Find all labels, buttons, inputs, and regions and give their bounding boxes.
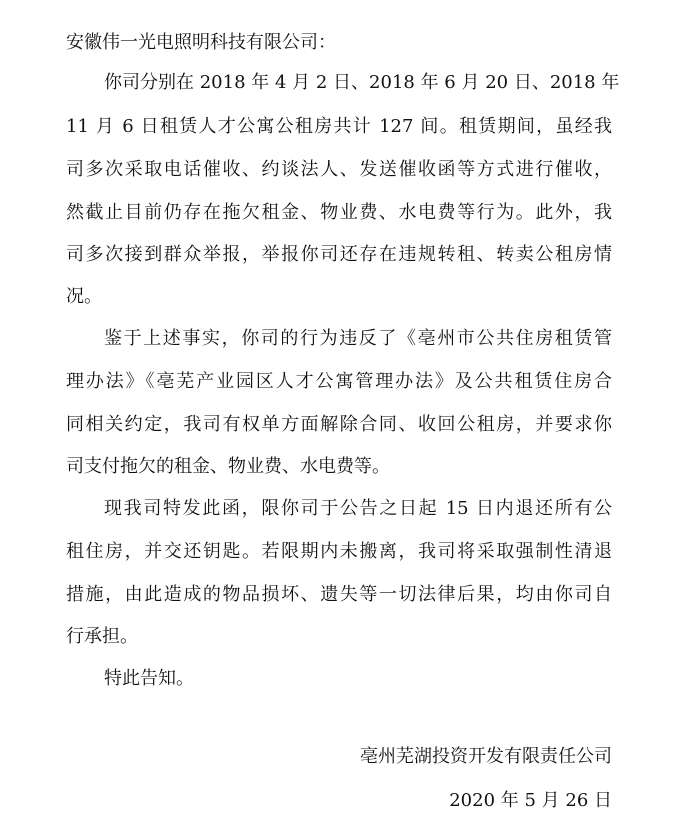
paragraph-2-line-2: 理办法》《亳芜产业园区人才公寓管理办法》及公共租赁住房合 bbox=[66, 371, 612, 392]
paragraph-3-line-4: 行承担。 bbox=[66, 626, 138, 647]
paragraph-2-line-4: 司支付拖欠的租金、物业费、水电费等。 bbox=[66, 456, 390, 477]
paragraph-1-line-3: 司多次采取电话催收、约谈法人、发送催收函等方式进行催收， bbox=[66, 159, 612, 180]
paragraph-3-line-1: 现我司特发此函，限你司于公告之日起 15 日内退还所有公 bbox=[104, 498, 612, 519]
paragraph-1-line-1: 你司分别在 2018 年 4 月 2 日、2018 年 6 月 20 日、2018 年 bbox=[104, 72, 620, 93]
paragraph-1-line-4: 然截止目前仍存在拖欠租金、物业费、水电费等行为。此外，我 bbox=[66, 202, 612, 223]
signature-company: 亳州芜湖投资开发有限责任公司 bbox=[360, 746, 612, 767]
paragraph-2-line-1: 鉴于上述事实，你司的行为违反了《亳州市公共住房租赁管 bbox=[104, 328, 612, 349]
paragraph-3-line-3: 措施，由此造成的物品损坏、遗失等一切法律后果，均由你司自 bbox=[66, 584, 612, 605]
paragraph-1-line-5: 司多次接到群众举报，举报你司还存在违规转租、转卖公租房情 bbox=[66, 244, 612, 265]
signature-date: 2020 年 5 月 26 日 bbox=[449, 790, 612, 811]
paragraph-3-line-2: 租住房，并交还钥匙。若限期内未搬离，我司将采取强制性清退 bbox=[66, 541, 612, 562]
paragraph-1-line-6: 况。 bbox=[66, 286, 102, 307]
paragraph-2-line-3: 同相关约定，我司有权单方面解除合同、收回公租房，并要求你 bbox=[66, 414, 612, 435]
paragraph-1-line-2: 11 月 6 日租赁人才公寓公租房共计 127 间。租赁期间，虽经我 bbox=[66, 116, 612, 137]
salutation: 安徽伟一光电照明科技有限公司： bbox=[66, 32, 336, 53]
closing-remark: 特此告知。 bbox=[104, 668, 194, 689]
